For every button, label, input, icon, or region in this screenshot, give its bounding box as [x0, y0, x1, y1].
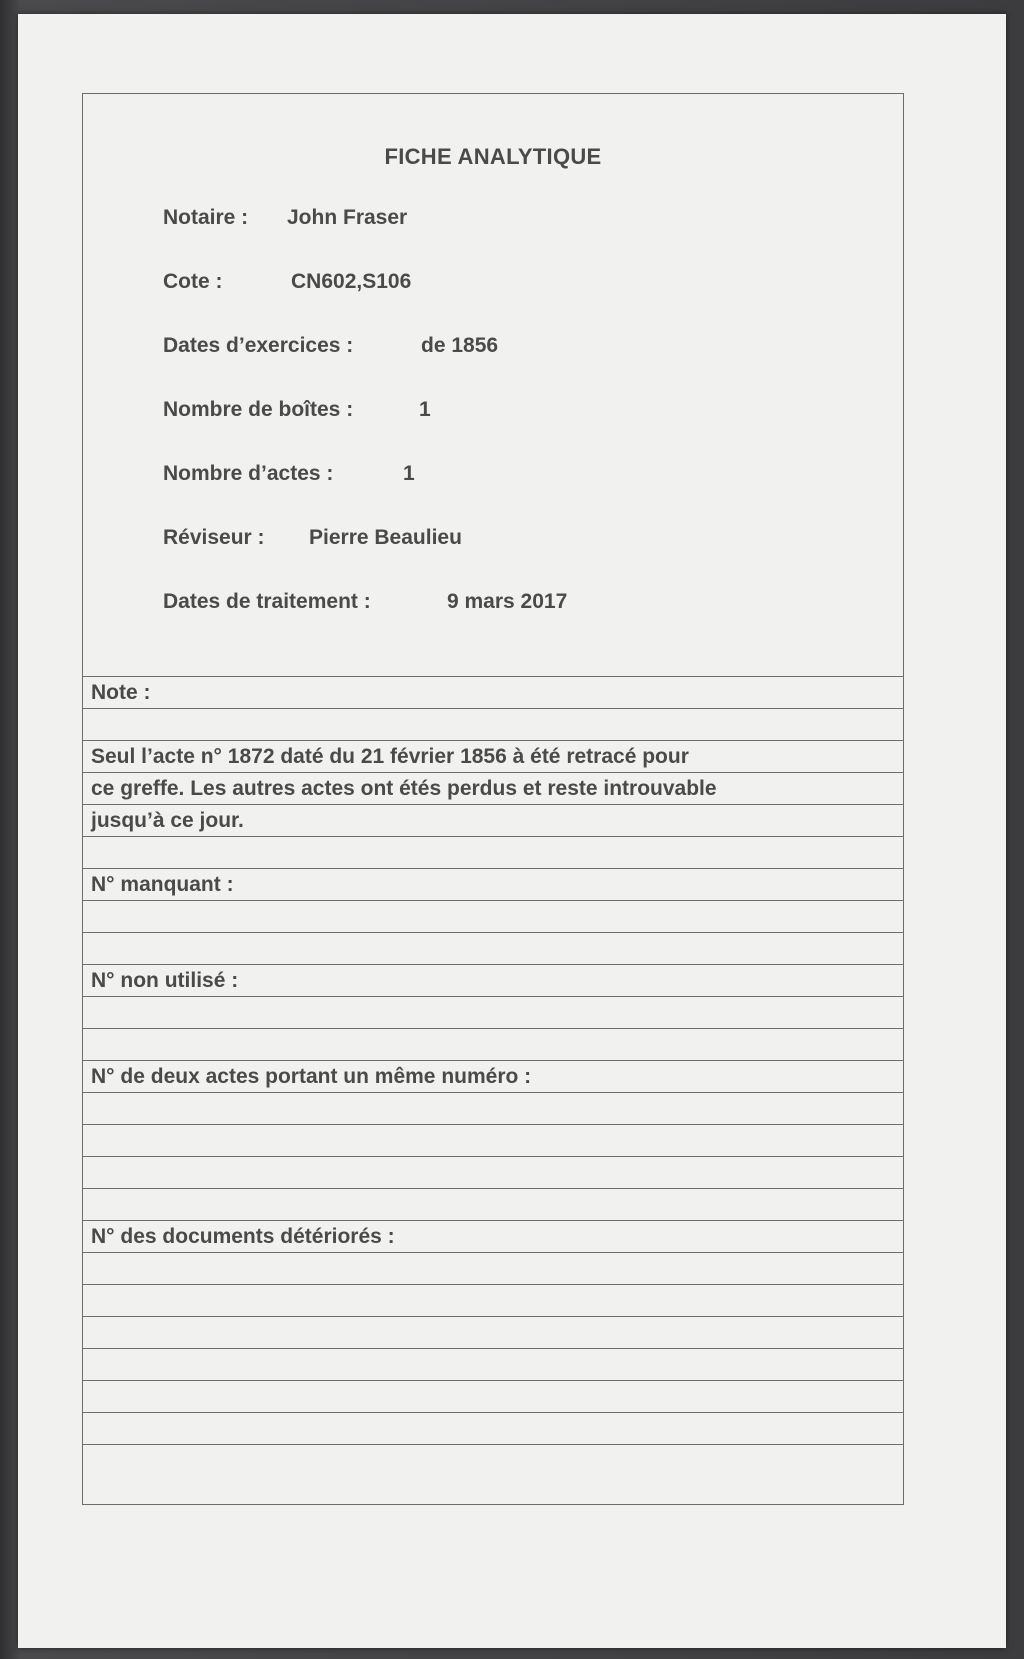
field-value: 1	[403, 462, 415, 485]
blank-line	[83, 933, 903, 965]
field-reviseur	[163, 526, 462, 550]
field-value: CN602,S106	[291, 270, 412, 293]
blank-line	[83, 997, 903, 1029]
blank-line	[83, 1093, 903, 1125]
blank-line	[83, 901, 903, 933]
blank-line	[83, 837, 903, 869]
duplicate-number-label: N° de deux actes portant un même numéro :	[83, 1061, 903, 1093]
field-label: Nombre de boîtes :	[163, 398, 354, 421]
form-frame	[82, 93, 904, 1505]
unused-number-label: N° non utilisé :	[83, 965, 903, 997]
blank-line	[83, 1253, 903, 1285]
lined-section	[83, 676, 903, 1445]
field-label: Dates d’exercices :	[163, 334, 354, 357]
field-notaire	[163, 206, 408, 230]
document-page	[18, 14, 1006, 1648]
field-label: Cote :	[163, 270, 223, 293]
note-line: Seul l’acte n° 1872 daté du 21 février 1856 à été retracé pour	[83, 741, 903, 773]
form-title: FICHE ANALYTIQUE	[384, 144, 602, 169]
note-line: ce greffe. Les autres actes ont étés perdus et reste introuvable	[83, 773, 903, 805]
field-value: 9 mars 2017	[447, 590, 568, 613]
blank-line	[83, 1349, 903, 1381]
blank-line	[83, 1285, 903, 1317]
blank-line	[83, 1157, 903, 1189]
field-value: Pierre Beaulieu	[309, 526, 462, 549]
field-dates-traitement	[163, 590, 568, 614]
blank-line	[83, 1317, 903, 1349]
field-nombre-actes	[163, 462, 415, 486]
field-label: Réviseur :	[163, 526, 265, 549]
blank-line	[83, 1125, 903, 1157]
field-dates-exercices	[163, 334, 499, 358]
field-cote	[163, 270, 412, 294]
field-value: John Fraser	[287, 206, 408, 229]
field-label: Dates de traitement :	[163, 590, 371, 613]
missing-number-label: N° manquant :	[83, 869, 903, 901]
blank-line	[83, 1189, 903, 1221]
field-label: Nombre d’actes :	[163, 462, 334, 485]
blank-line	[83, 709, 903, 741]
field-nombre-boites	[163, 398, 431, 422]
note-label: Note :	[83, 677, 903, 709]
field-label: Notaire :	[163, 206, 249, 229]
blank-line	[83, 1413, 903, 1445]
blank-line	[83, 1381, 903, 1413]
damaged-documents-label: N° des documents détériorés :	[83, 1221, 903, 1253]
field-value: 1	[419, 398, 431, 421]
note-line: jusqu’à ce jour.	[83, 805, 903, 837]
blank-line	[83, 1029, 903, 1061]
field-value: de 1856	[421, 334, 499, 357]
